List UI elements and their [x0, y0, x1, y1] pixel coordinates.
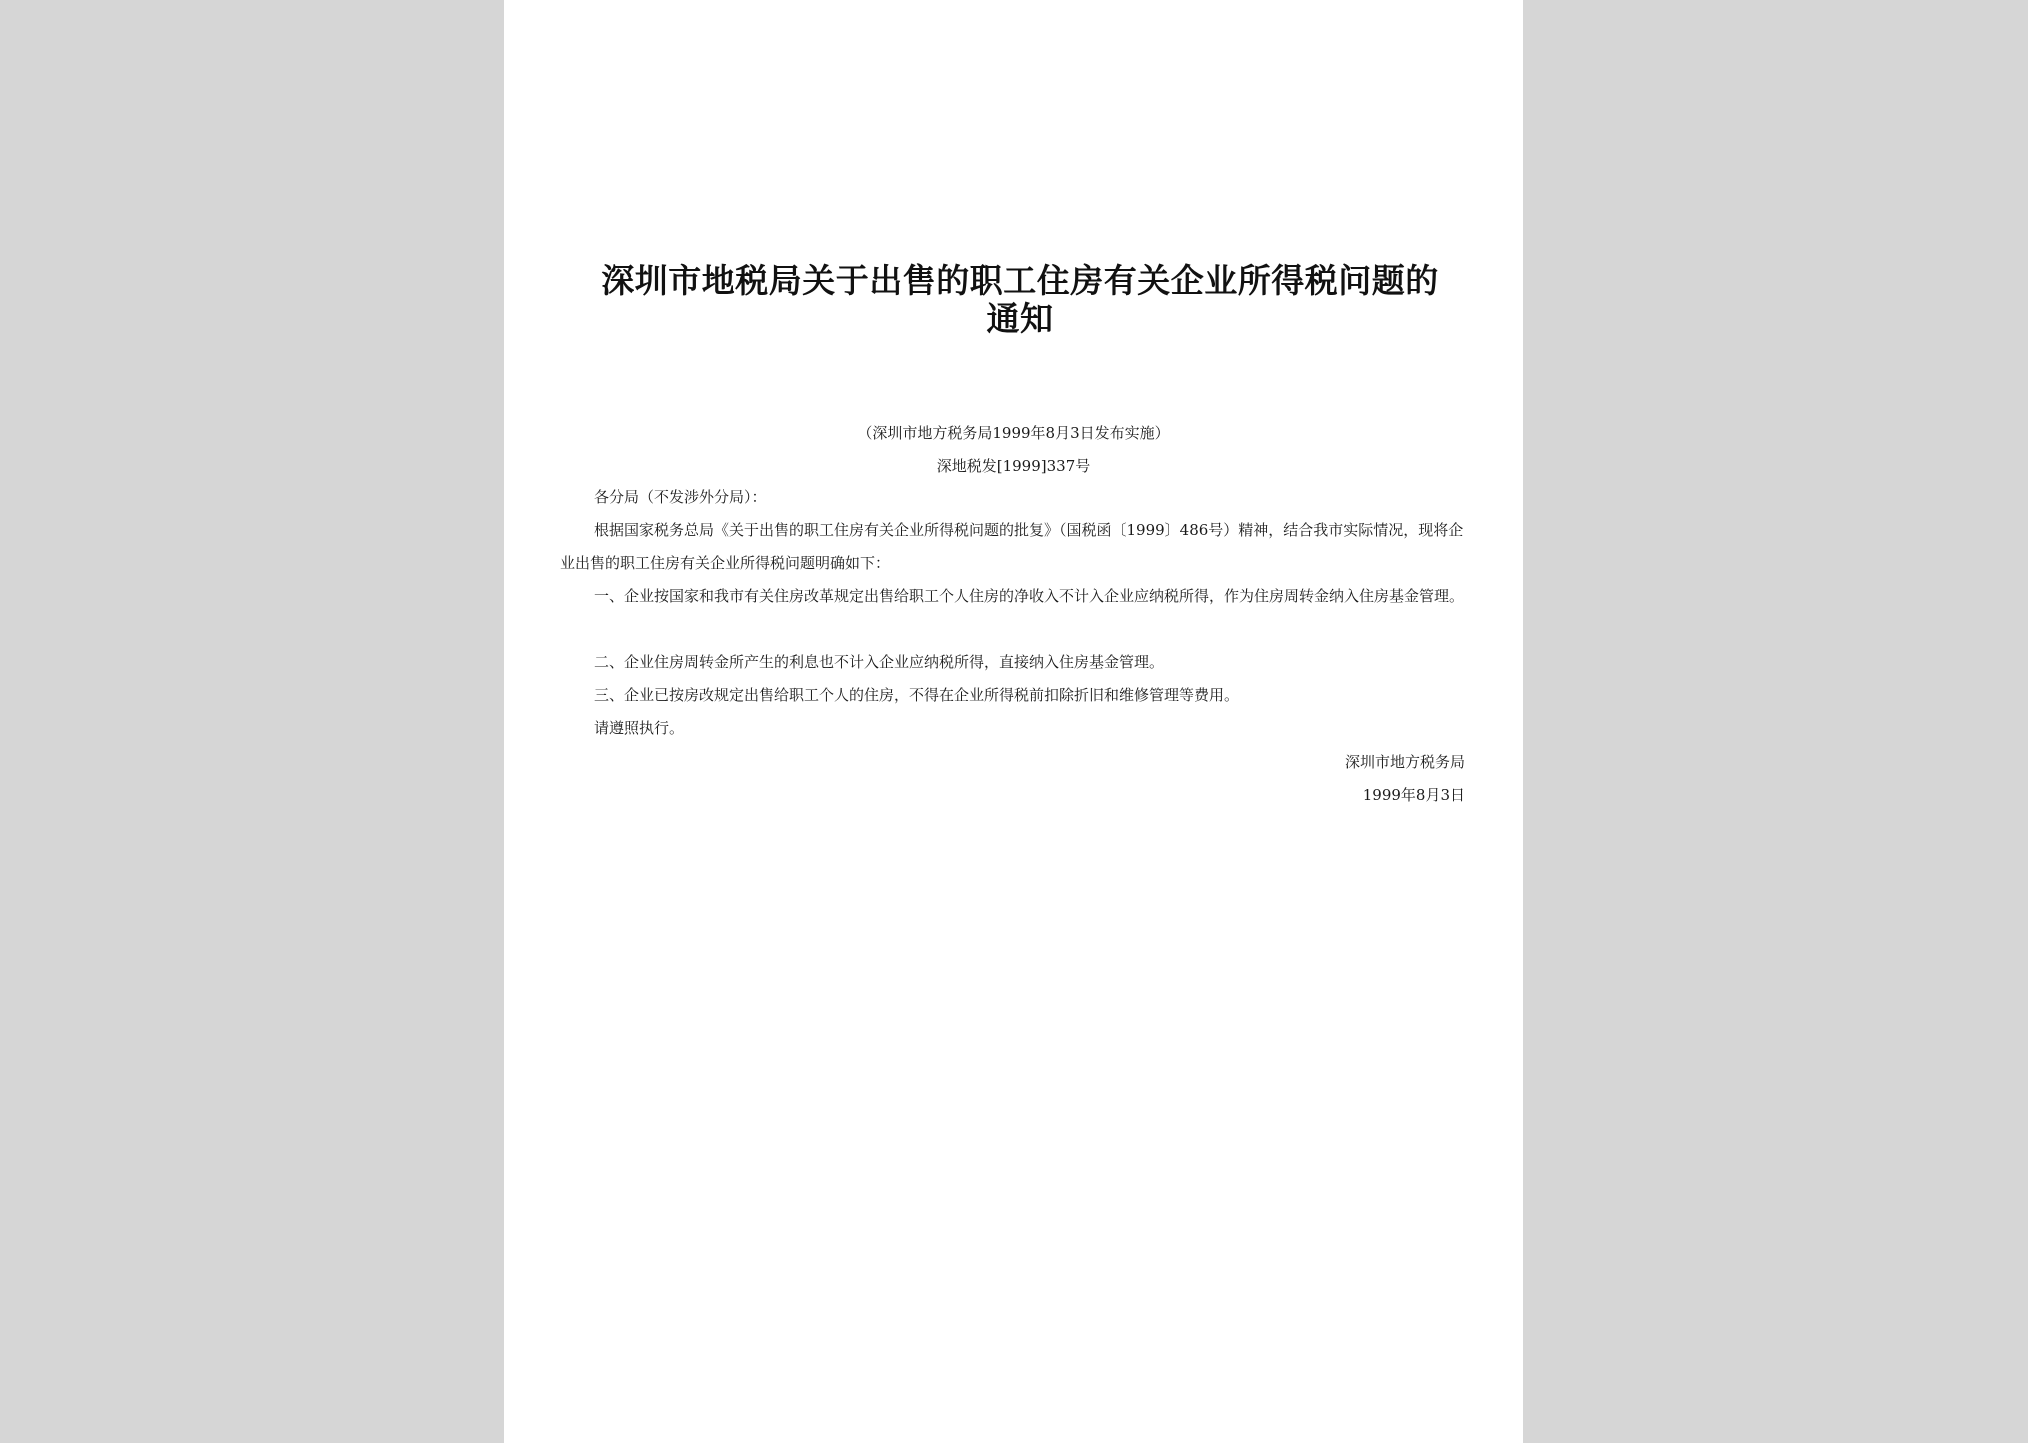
item-3-paragraph: 三、企业已按房改规定出售给职工个人的住房，不得在企业所得税前扣除折旧和维修管理等费用。: [594, 686, 1240, 704]
signature-organization: 深圳市地方税务局: [1344, 753, 1465, 771]
publication-source-line: （深圳市地方税务局1999年8月3日发布实施）: [857, 424, 1170, 442]
salutation-paragraph: 各分局（不发涉外分局）：: [594, 488, 767, 506]
signature-date: 1999年8月3日: [1362, 786, 1465, 804]
document-page: [504, 0, 1523, 1443]
document-number: 深地税发[1999]337号: [936, 457, 1091, 475]
closing-paragraph: 请遵照执行。: [594, 719, 685, 737]
item-2-paragraph: 二、企业住房周转金所产生的利息也不计入企业应纳税所得，直接纳入住房基金管理。: [594, 653, 1165, 671]
document-title: 深圳市地税局关于出售的职工住房有关企业所得税问题的通知: [601, 261, 1439, 338]
item-1-paragraph: 一、企业按国家和我市有关住房改革规定出售给职工个人住房的净收入不计入企业应纳税所得，作为住房周转金纳入住房基金管理。: [594, 587, 1465, 605]
intro-paragraph: 根据国家税务总局《关于出售的职工住房有关企业所得税问题的批复》（国税函〔1999〕486号）精神，结合我市实际情况，现将企业出售的职工住房有关企业所得税问题明确如下：: [560, 521, 1464, 572]
